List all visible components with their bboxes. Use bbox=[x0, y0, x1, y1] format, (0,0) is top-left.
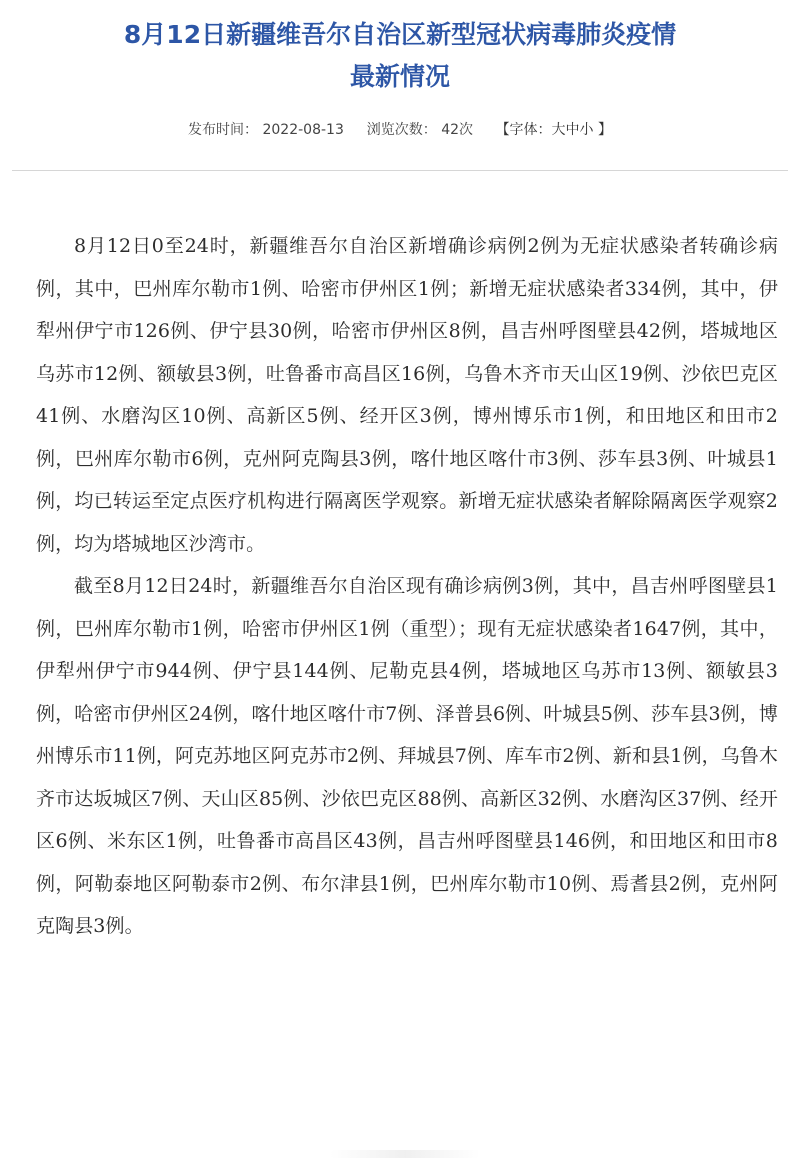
article-title-line-2: 最新情况 bbox=[349, 62, 450, 91]
article-paragraph-1: 8月12日0至24时，新疆维吾尔自治区新增确诊病例2例为无症状感染者转确诊病例，其中，巴州库尔勒市1例、哈密市伊州区1例；新增无症状感染者334例，其中，伊犁州伊宁市126例、伊宁县30例，哈密市伊州区8例，昌吉州呼图壁县42例，塔城地区乌苏市12例、额敏县3例，吐鲁番市高昌区16例，乌鲁木齐市天山区19例、沙依巴克区41例、水磨沟区10例、高新区5例、经开区3例，博州博乐市1例，和田地区和田市2例，巴州库尔勒市6例，克州阿克陶县3例，喀什地区喀什市3例、莎车县3例、叶城县1例，均已转运至定点医疗机构进行隔离医学观察。新增无症状感染者解除隔离医学观察2例，均为塔城地区沙湾市。 bbox=[36, 235, 778, 555]
article-title bbox=[0, 14, 800, 98]
article-paragraph-2: 截至8月12日24时，新疆维吾尔自治区现有确诊病例3例，其中，昌吉州呼图壁县1例，巴州库尔勒市1例，哈密市伊州区1例（重型）；现有无症状感染者1647例，其中，伊犁州伊宁市944例、伊宁县144例、尼勒克县4例，塔城地区乌苏市13例、额敏县3例，哈密市伊州区24例，喀什地区喀什市7例、泽普县6例、叶城县5例、莎车县3例，博州博乐市11例，阿克苏地区阿克苏市2例、拜城县7例、库车市2例、新和县1例，乌鲁木齐市达坂城区7例、天山区85例、沙依巴克区88例、高新区32例、水磨沟区37例、经开区6例、米东区1例，吐鲁番市高昌区43例，昌吉州呼图壁县146例，和田地区和田市8例，阿勒泰地区阿勒泰市2例、布尔津县1例，巴州库尔勒市10例、焉耆县2例，克州阿克陶县3例。 bbox=[36, 575, 778, 937]
article-meta bbox=[0, 119, 800, 141]
publish-date: 2022-08-13 bbox=[262, 122, 344, 138]
view-count-label: 浏览次数： bbox=[366, 122, 437, 138]
header-divider bbox=[12, 170, 788, 171]
article-body bbox=[36, 225, 778, 948]
font-size-control[interactable]: 【字体：大中小 】 bbox=[495, 122, 612, 138]
publish-time-label: 发布时间： bbox=[188, 122, 259, 138]
footer-fade-mark bbox=[330, 1150, 480, 1158]
article-title-line-1: 8月12日新疆维吾尔自治区新型冠状病毒肺炎疫情 bbox=[123, 20, 677, 49]
view-count: 42次 bbox=[441, 122, 474, 138]
